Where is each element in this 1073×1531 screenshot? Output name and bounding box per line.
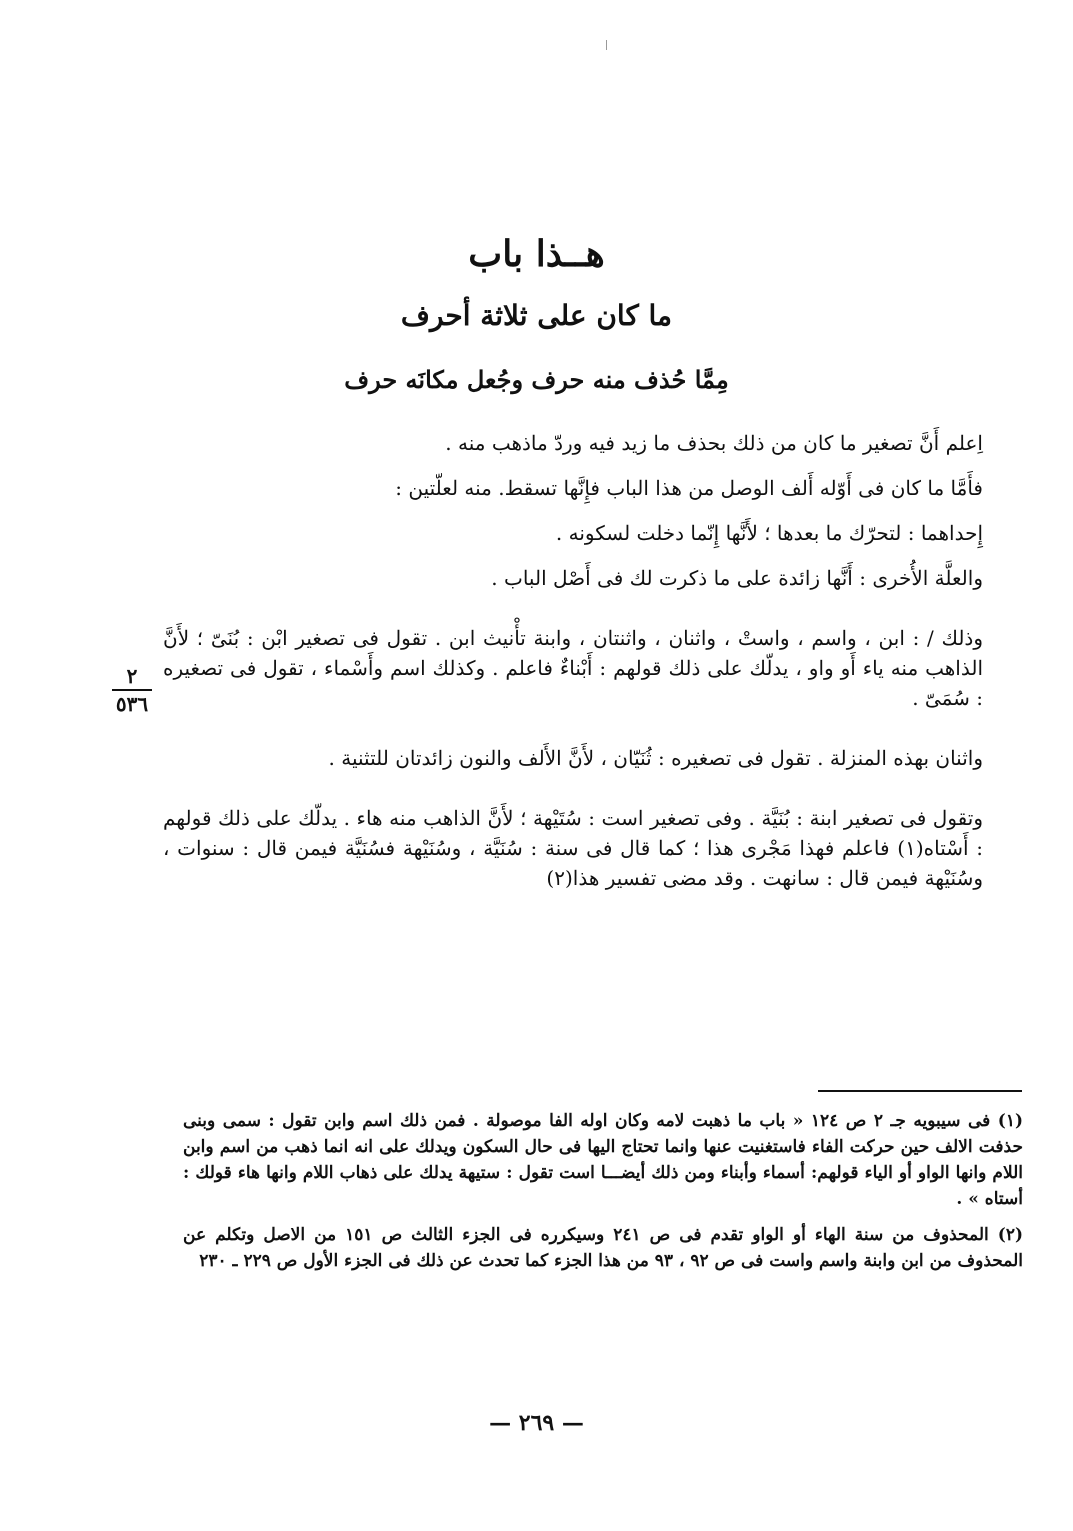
scan-artifact bbox=[606, 40, 607, 50]
chapter-heading: هــذا باب bbox=[468, 233, 605, 275]
margin-reference-divider bbox=[112, 689, 152, 691]
paragraph: واثنان بهذه المنزلة . تقول فى تصغيره : ثُنَيّان ، لأَنَّ الأَلف والنون زائدتان للتثنية . bbox=[328, 746, 983, 770]
chapter-subheading-secondary: مِمَّا حُذف منه حرف وجُعل مكانَه حرف bbox=[344, 365, 729, 394]
chapter-subheading: ما كان على ثلاثة أحرف bbox=[400, 299, 673, 332]
footnote: (١) فى سيبويه جـ ٢ ص ١٢٤ « باب ما ذهبت لامه وكان اوله الفا موصولة . فمن ذلك اسم وابن تقول : سمى وبنى حذفت الالف حين حركت الفاء فاستغنيت عنها وانما تحتاج اليها فى حال السكون ويدلك على انه انما ذهب من اسم وابن اللام وانها الواو أو الياء قولهم: أسماء وأبناء ومن ذلك أيضـــا است تقول : ستيهة يدلك على ذهاب اللام وانها هاء قولك : أستاه » . bbox=[183, 1111, 1024, 1209]
footnote-separator bbox=[818, 1090, 1022, 1092]
paragraph: وذلك / : ابن ، واسم ، واستْ ، واثنان ، واثنتان ، وابنة تأْنيث ابن . تقول فى تصغير ابْن : بُنَىّ ؛ لأَنَّ الذاهب منه ياء أَو واو ، يدلّك على ذلك قولهم : أَبْناءٌ فاعلم . وكذلك اسم وأَسْماء ، تقول فى تصغيره : سُمَىّ . bbox=[163, 626, 983, 710]
paragraph: والعلَّة الأُخرى : أَنَّها زائدة على ما ذكرت لك فى أَصْل الباب . bbox=[491, 566, 983, 590]
footnote: (٢) المحذوف من سنة الهاء أو الواو تقدم فى ص ٢٤١ وسيكرره فى الجزء الثالث ص ١٥١ من الاصل وتكلم عن المحذوف من ابن وابنة واسم واست فى ص ٩٢ ، ٩٣ من هذا الجزء كما تحدث عن ذلك فى الجزء الأول ص ٢٢٩ ـ ٢٣٠ bbox=[183, 1225, 1023, 1271]
paragraph: وتقول فى تصغير ابنة : بُنَيَّة . وفى تصغير است : سُتَيْهة ؛ لأَنَّ الذاهب منه هاء . يدلّك على ذلك قولهم : أَسْتاه(١) فاعلم فهذا مَجْرى هذا ؛ كما قال فى سنة : سُنَيَّة ، وسُنَيْهة فسُنَيَّة فيمن قال : سنوات ، وسُنَيْهة فيمن قال : سانهت . وقد مضى تفسير هذا(٢) bbox=[163, 806, 984, 890]
margin-reference-volume: ٢ bbox=[126, 664, 138, 688]
footnotes bbox=[183, 1108, 1023, 1284]
paragraph: إِحداهما : لتحرّك ما بعدها ؛ لأَنَّها إِنّما دخلت لسكونه . bbox=[555, 521, 983, 545]
page-number: — ٢٦٩ — bbox=[489, 1410, 584, 1436]
margin-page-reference bbox=[108, 665, 156, 715]
paragraph: فأَمَّا ما كان فى أَوّله أَلف الوصل من هذا الباب فإِنَّها تسقط. منه لعلّتين : bbox=[395, 476, 983, 500]
main-text bbox=[163, 428, 983, 908]
paragraph: اِعلم أَنَّ تصغير ما كان من ذلك بحذف ما زيد فيه وردّ ماذهب منه . bbox=[445, 431, 983, 455]
margin-reference-page: ٥٣٦ bbox=[115, 692, 149, 716]
